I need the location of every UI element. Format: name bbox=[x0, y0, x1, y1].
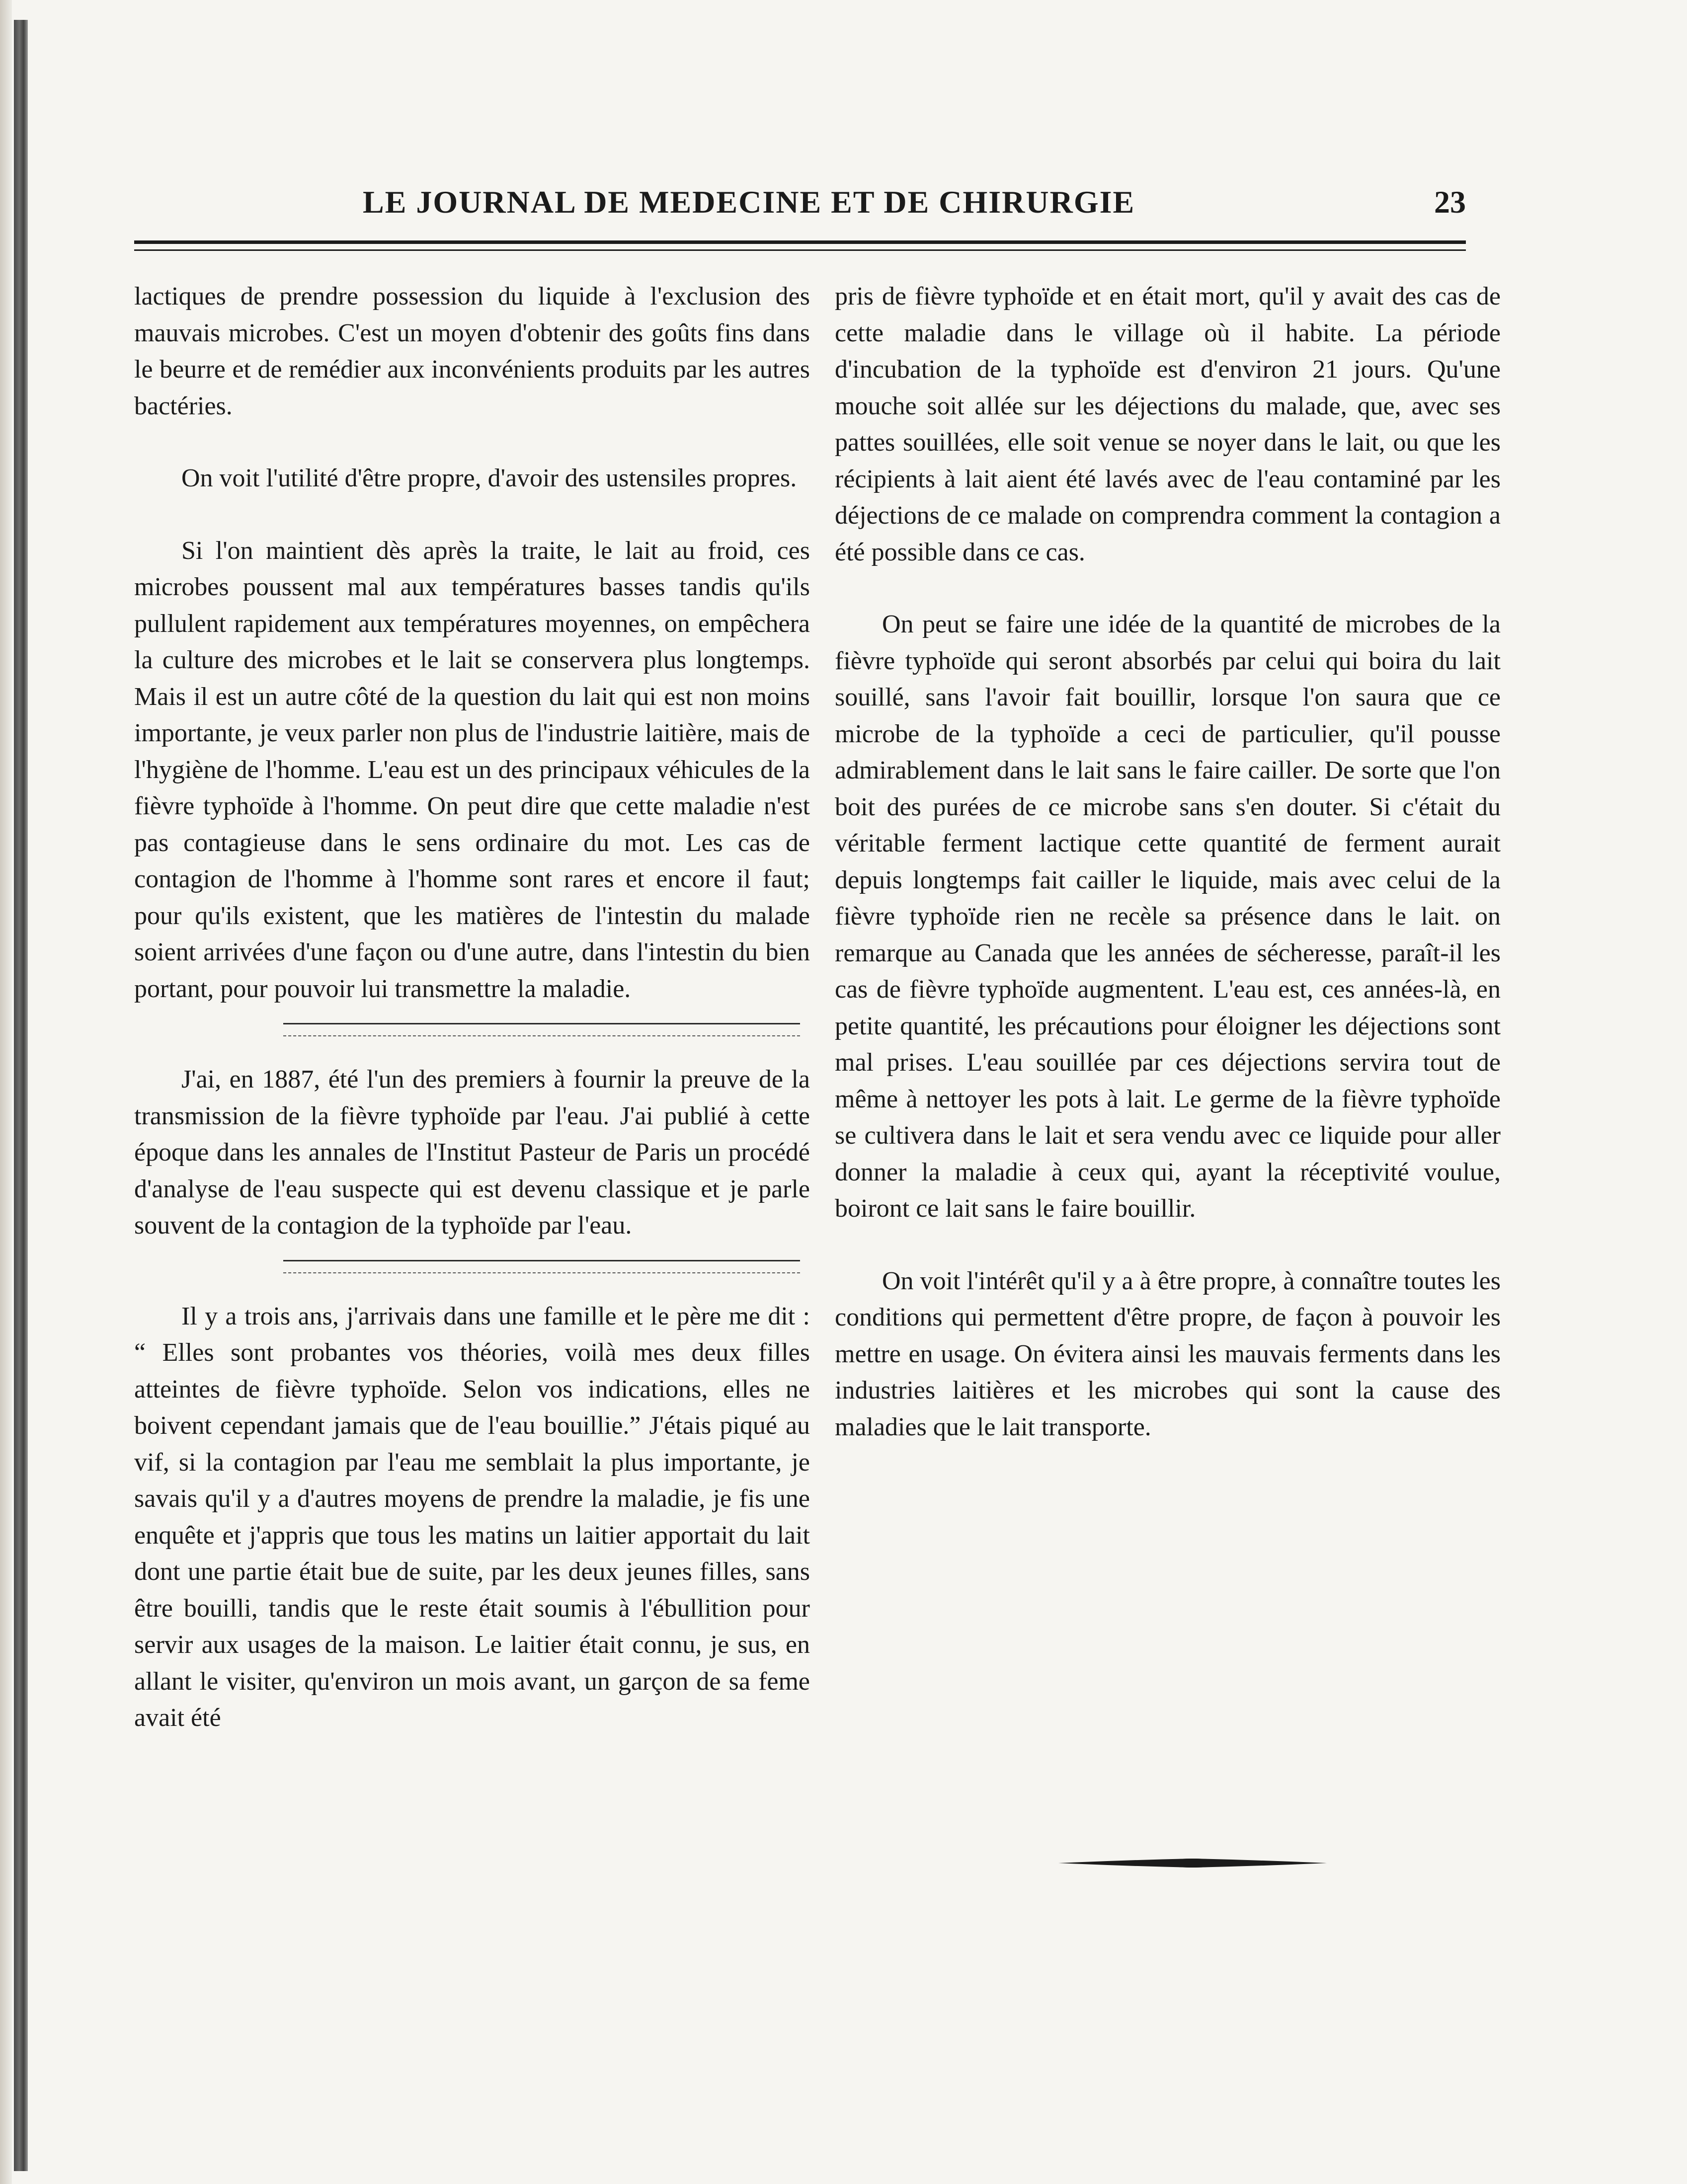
page-header bbox=[134, 180, 1466, 234]
left-column bbox=[134, 278, 810, 1772]
page-number: 23 bbox=[1434, 184, 1466, 220]
running-title: LE JOURNAL DE MEDECINE ET DE CHIRURGIE bbox=[363, 184, 1135, 220]
paragraph: On voit l'utilité d'être propre, d'avoir des ustensiles propres. bbox=[181, 464, 797, 492]
section-separator bbox=[283, 1023, 800, 1036]
paragraph: Si l'on maintient dès après la traite, le lait au froid, ces microbes poussent mal aux températures basses tandis qu'ils pullulent rapidement aux températures moyennes, on empêchera la culture des microbes et le lait se conservera plus longtemps. Mais il est un autre côté de la question du lait qui est non moins importante, je veux parler non plus de l'industrie laitière, mais de l'hygiène de l'homme. L'eau est un des principaux véhicules de la fièvre typhoïde à l'homme. On peut dire que cette maladie n'est pas contagieuse dans le sens ordinaire du mot. Les cas de contagion de l'homme à l'homme sont rares et encore il faut; pour qu'ils existent, que les matières de l'intestin du malade soient arrivées d'une façon ou d'une autre, dans l'intestin du bien portant, pour pouvoir lui transmettre la maladie. bbox=[134, 536, 810, 1003]
paragraph: lactiques de prendre possession du liquide à l'exclusion des mauvais microbes. C'est un moyen d'obtenir des goûts fins dans le beurre et de remédier aux inconvénients produits par les autres bactéries. bbox=[134, 282, 810, 420]
right-column bbox=[835, 278, 1501, 1481]
page-edge-shadow bbox=[0, 0, 12, 2184]
paragraph: On peut se faire une idée de la quantité de microbes de la fièvre typhoïde qui seront absorbés par celui qui boira du lait souillé, sans l'avoir fait bouillir, lorsque l'on saura que ce microbe de la typhoïde a ceci de particulier, qu'il pousse admirablement dans le lait sans le faire cailler. De sorte que l'on boit des purées de ce microbe sans s'en douter. Si c'était du véritable ferment lactique cette quantité de ferment aurait depuis longtemps fait cailler le liquide, mais avec celui de la fièvre typhoïde rien ne recèle sa présence dans le lait. on remarque au Canada que les années de sécheresse, paraît-il les cas de fièvre typhoïde augmentent. L'eau est, ces années-là, en petite quantité, les précautions pour éloigner les déjections sont mal prises. L'eau souillée par ces déjections servira tout de même à nettoyer les pots à lait. Le germe de la fièvre typhoïde se cultivera dans le lait et sera vendu avec ce liquide pour aller donner la maladie à ceux qui, ayant la réceptivité voulue, boiront ce lait sans le faire bouillir. bbox=[835, 610, 1501, 1223]
paragraph: On voit l'intérêt qu'il y a à être propre, à connaître toutes les conditions qui permettent d'être propre, de façon à pouvoir les mettre en usage. On évitera ainsi les mauvais ferments dans les industries laitières et les microbes qui sont la cause des maladies que le lait transporte. bbox=[835, 1266, 1501, 1441]
header-rule-thin bbox=[134, 249, 1466, 251]
header-rule-thick bbox=[134, 240, 1466, 244]
paragraph: Il y a trois ans, j'arrivais dans une famille et le père me dit : “ Elles sont probantes vos théories, voilà mes deux filles atteintes de fièvre typhoïde. Selon vos indications, elles ne boivent cependant jamais que de l'eau bouillie.” J'étais piqué au vif, si la contagion par l'eau me semblait la plus importante, je savais qu'il y a d'autres moyens de prendre la maladie, je fis une enquête et j'appris que tous les matins un laitier apportait du lait dont une partie était bue de suite, par les deux jeunes filles, sans être bouilli, tandis que le reste était soumis à l'ébullition pour servir aux usages de la maison. Le laitier était connu, je sus, en allant le visiter, qu'environ un mois avant, un garçon de sa feme avait été bbox=[134, 1302, 810, 1732]
binding-strip bbox=[14, 20, 28, 2171]
paragraph: J'ai, en 1887, été l'un des premiers à fournir la preuve de la transmission de la fièvre typhoïde par l'eau. J'ai publié à cette époque dans les annales de l'Institut Pasteur de Paris un procédé d'analyse de l'eau suspecte qui est devenu classique et je parle souvent de la contagion de la typhoïde par l'eau. bbox=[134, 1065, 810, 1240]
paragraph: pris de fièvre typhoïde et en était mort, qu'il y avait des cas de cette maladie dans le village où il habite. La période d'incubation de la typhoïde est d'environ 21 jours. Qu'une mouche soit allée sur les déjections du malade, que, avec ses pattes souillées, elle soit venue se noyer dans le lait, ou que les récipients à lait aient été lavés avec de l'eau contaminé par les déjections de ce malade on comprendra comment la contagion a été possible dans ce cas. bbox=[835, 282, 1501, 566]
end-ornament bbox=[1058, 1856, 1327, 1871]
section-separator bbox=[283, 1260, 800, 1273]
